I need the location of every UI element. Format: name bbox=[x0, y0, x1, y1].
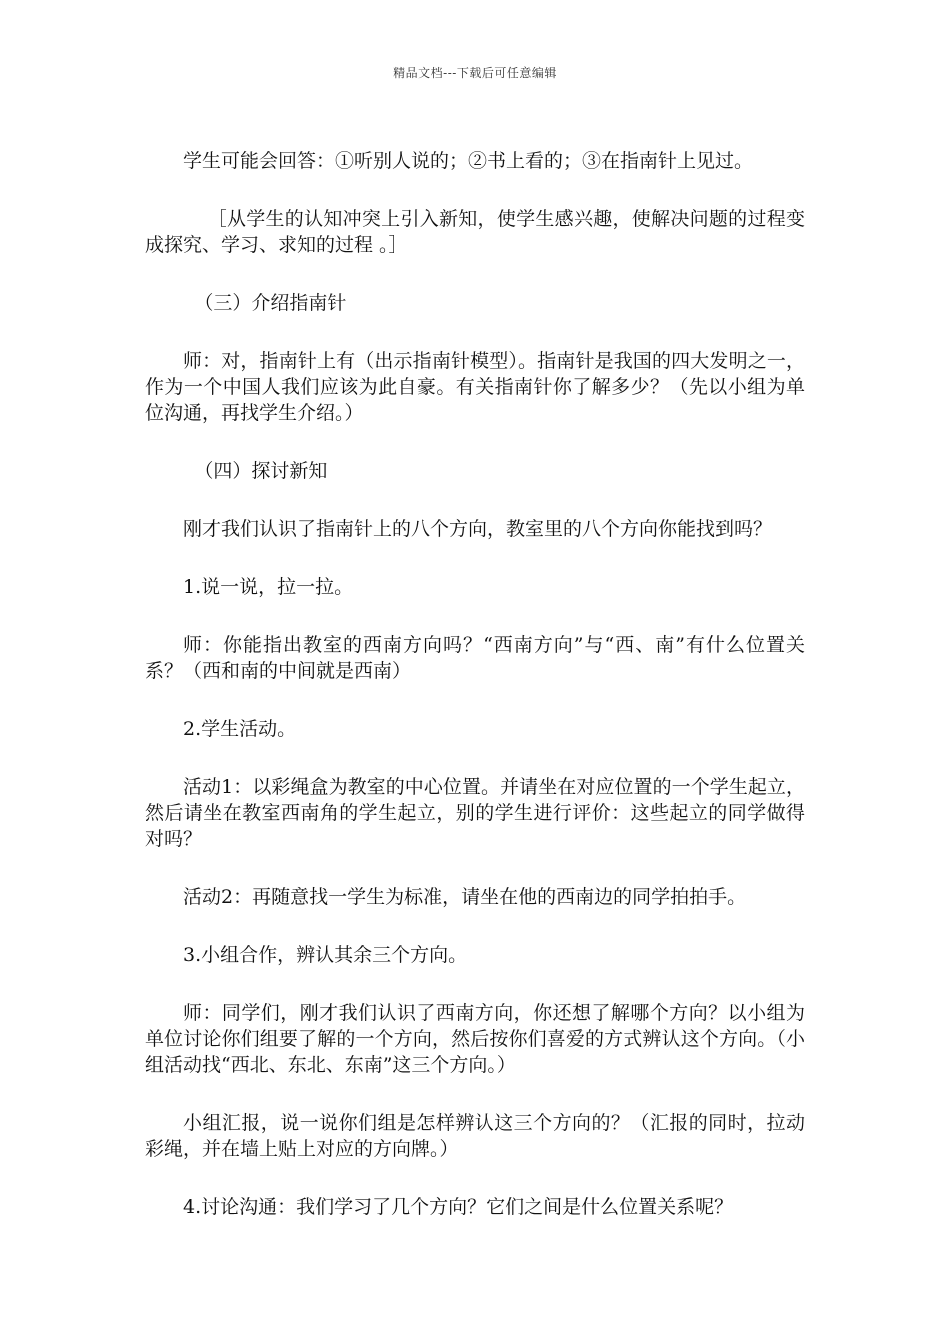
section-heading-explore: （四）探讨新知 bbox=[194, 460, 328, 482]
page-header: 精品文档---下载后可任意编辑 bbox=[393, 66, 557, 80]
paragraph-activity-2: 活动2：再随意找一学生为标准，请坐在他的西南边的同学拍拍手。 bbox=[183, 886, 747, 908]
paragraph-step-3: 3.小组合作，辨认其余三个方向。 bbox=[183, 944, 468, 966]
paragraph-group-discussion: 师：同学们，刚才我们认识了西南方向，你还想了解哪个方向？以小组为单位讨论你们组要了解的一个方向，然后按你们喜爱的方式辨认这个方向。（小组活动找“西北、东北、东南”这三个方向。） bbox=[145, 1002, 805, 1076]
paragraph-compass-intro: 师：对，指南针上有（出示指南针模型）。指南针是我国的四大发明之一，作为一个中国人我们应该为此自豪。有关指南针你了解多少？（先以小组为单位沟通，再找学生介绍。） bbox=[145, 350, 805, 424]
paragraph-activity-1: 活动1：以彩绳盒为教室的中心位置。并请坐在对应位置的一个学生起立，然后请坐在教室西南角的学生起立，别的学生进行评价：这些起立的同学做得对吗？ bbox=[145, 776, 805, 850]
paragraph-step-1: 1.说一说，拉一拉。 bbox=[183, 576, 354, 598]
paragraph-southwest-question: 师：你能指出教室的西南方向吗？“西南方向”与“西、南”有什么位置关系？（西和南的中间就是西南） bbox=[145, 634, 805, 682]
paragraph-step-2: 2.学生活动。 bbox=[183, 718, 297, 740]
paragraph-step-4: 4.讨论沟通：我们学习了几个方向？它们之间是什么位置关系呢？ bbox=[183, 1196, 734, 1218]
paragraph-design-note: ［从学生的认知冲突上引入新知，使学生感兴趣，使解决问题的过程变成探究、学习、求知的过程 。］ bbox=[145, 208, 805, 256]
document-body bbox=[145, 148, 805, 1252]
paragraph-eight-directions: 刚才我们认识了指南针上的八个方向，教室里的八个方向你能找到吗？ bbox=[183, 518, 773, 540]
section-heading-compass: （三）介绍指南针 bbox=[194, 292, 347, 314]
paragraph-group-report: 小组汇报，说一说你们组是怎样辨认这三个方向的？（汇报的同时，拉动彩绳，并在墙上贴上对应的方向牌。） bbox=[145, 1112, 805, 1160]
paragraph-student-answers: 学生可能会回答：①听别人说的；②书上看的；③在指南针上见过。 bbox=[183, 150, 754, 172]
